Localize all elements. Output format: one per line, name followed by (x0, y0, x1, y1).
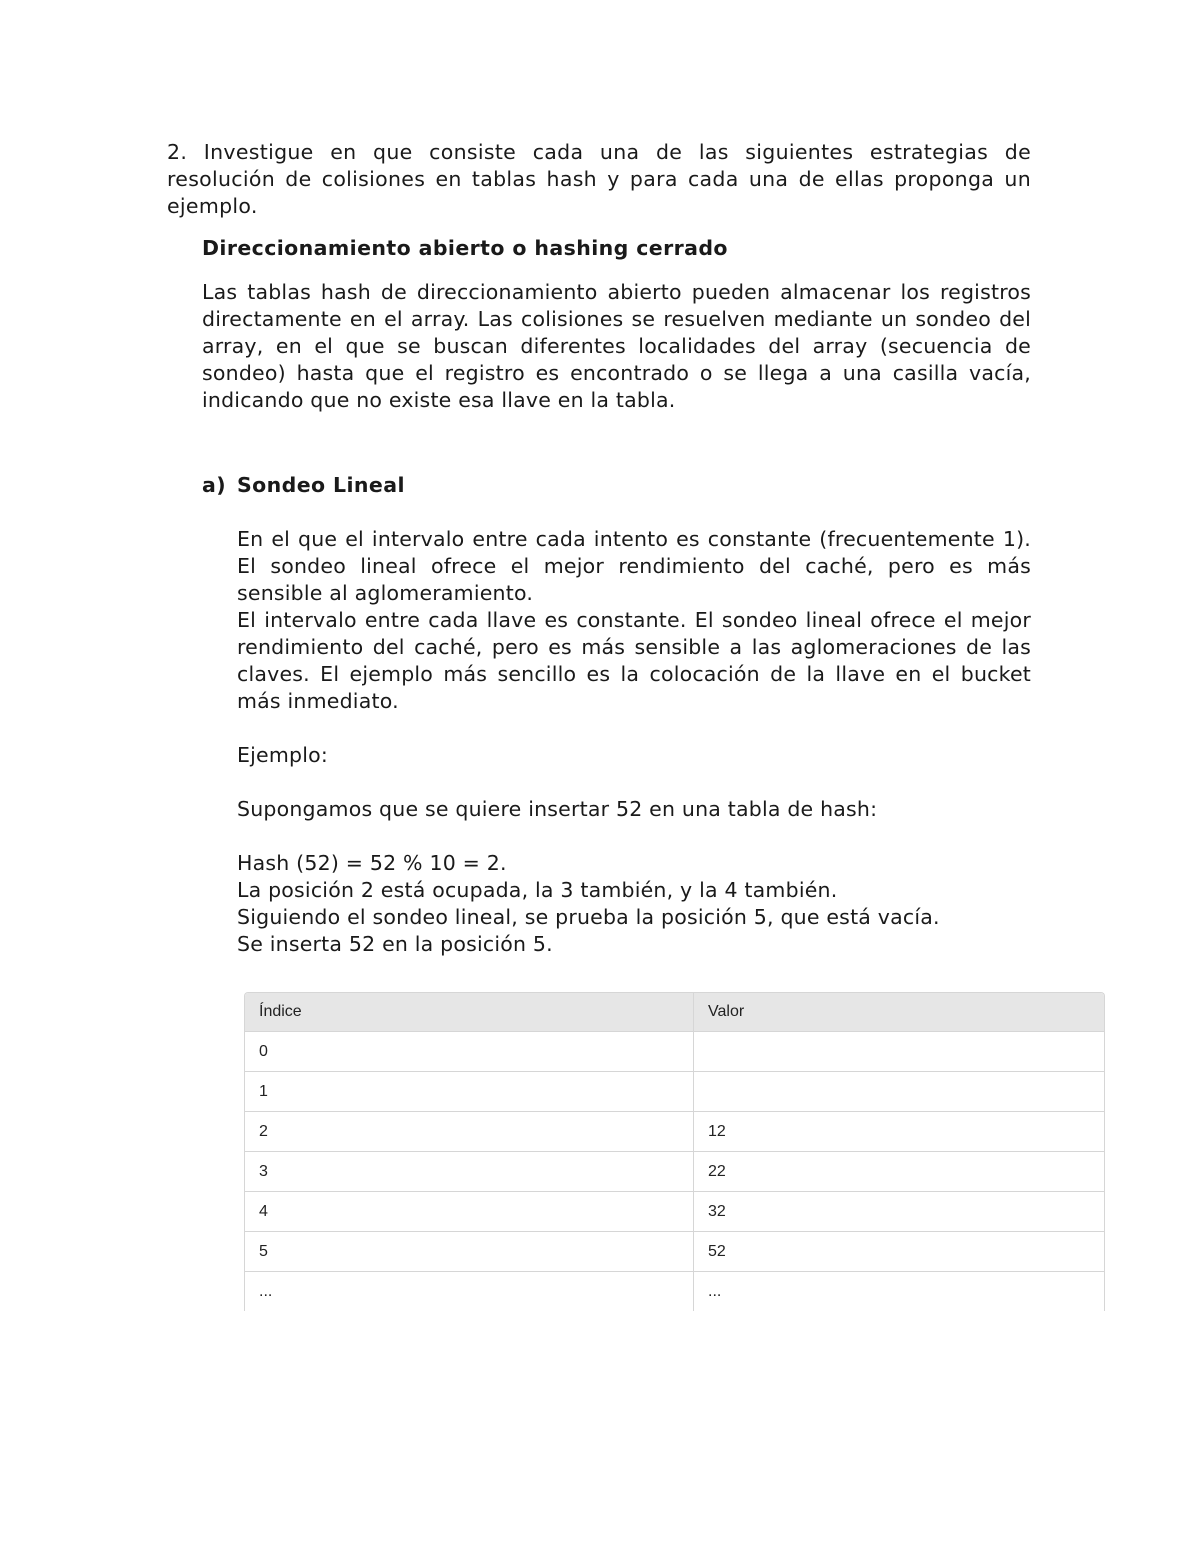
subsection-title: Sondeo Lineal (237, 473, 405, 497)
subsection-label: a) (202, 473, 227, 497)
section-paragraph: Las tablas hash de direccionamiento abierto pueden almacenar los registros directamente en el array. Las colisiones se resuelven mediante un sondeo del array, en el que se buscan diferentes localidades del array (secuencia de sondeo) hasta que el registro es encontrado o se llega a una casilla vacía, indicando que no existe esa llave en la tabla. (202, 280, 1031, 412)
cell-index: 0 (245, 1032, 694, 1072)
table-row (245, 1072, 1104, 1112)
subsection-body (237, 526, 1031, 958)
question-intro: 2. Investigue en que consiste cada una de las siguientes estrategias de resolución de colisiones en tablas hash y para cada una de ellas proponga un ejemplo. (167, 140, 1031, 218)
hash-table-image (244, 992, 1105, 1311)
example-line: La posición 2 está ocupada, la 3 también, y la 4 también. (237, 878, 838, 902)
cell-value: ... (694, 1272, 1105, 1312)
table-header-row (245, 993, 1104, 1032)
cell-index: ... (245, 1272, 694, 1312)
cell-value (694, 1072, 1105, 1112)
example-intro: Supongamos que se quiere insertar 52 en una tabla de hash: (237, 797, 878, 821)
hash-table (245, 993, 1104, 1311)
example-line: Se inserta 52 en la posición 5. (237, 932, 553, 956)
table-row (245, 1232, 1104, 1272)
table-row (245, 1112, 1104, 1152)
cell-index: 5 (245, 1232, 694, 1272)
cell-value (694, 1032, 1105, 1072)
example-line: Hash (52) = 52 % 10 = 2. (237, 851, 507, 875)
cell-index: 2 (245, 1112, 694, 1152)
cell-value: 52 (694, 1232, 1105, 1272)
cell-index: 1 (245, 1072, 694, 1112)
cell-index: 4 (245, 1192, 694, 1232)
example-label: Ejemplo: (237, 743, 328, 767)
paragraph-1: En el que el intervalo entre cada intento es constante (frecuentemente 1). El sondeo lineal ofrece el mejor rendimiento del caché, pero es más sensible al aglomeramiento. (237, 527, 1031, 605)
table-row (245, 1032, 1104, 1072)
cell-value: 12 (694, 1112, 1105, 1152)
paragraph-2: El intervalo entre cada llave es constante. El sondeo lineal ofrece el mejor rendimiento del caché, pero es más sensible a las aglomeraciones de las claves. El ejemplo más sencillo es la colocación de la llave en el bucket más inmediato. (237, 608, 1031, 713)
table-row (245, 1272, 1104, 1312)
table-row (245, 1192, 1104, 1232)
example-line: Siguiendo el sondeo lineal, se prueba la posición 5, que está vacía. (237, 905, 940, 929)
section-heading: Direccionamiento abierto o hashing cerrado (202, 236, 728, 260)
table-row (245, 1152, 1104, 1192)
cell-value: 32 (694, 1192, 1105, 1232)
header-value: Valor (694, 993, 1105, 1032)
cell-value: 22 (694, 1152, 1105, 1192)
cell-index: 3 (245, 1152, 694, 1192)
header-index: Índice (245, 993, 694, 1032)
subsection-heading (202, 472, 1031, 499)
